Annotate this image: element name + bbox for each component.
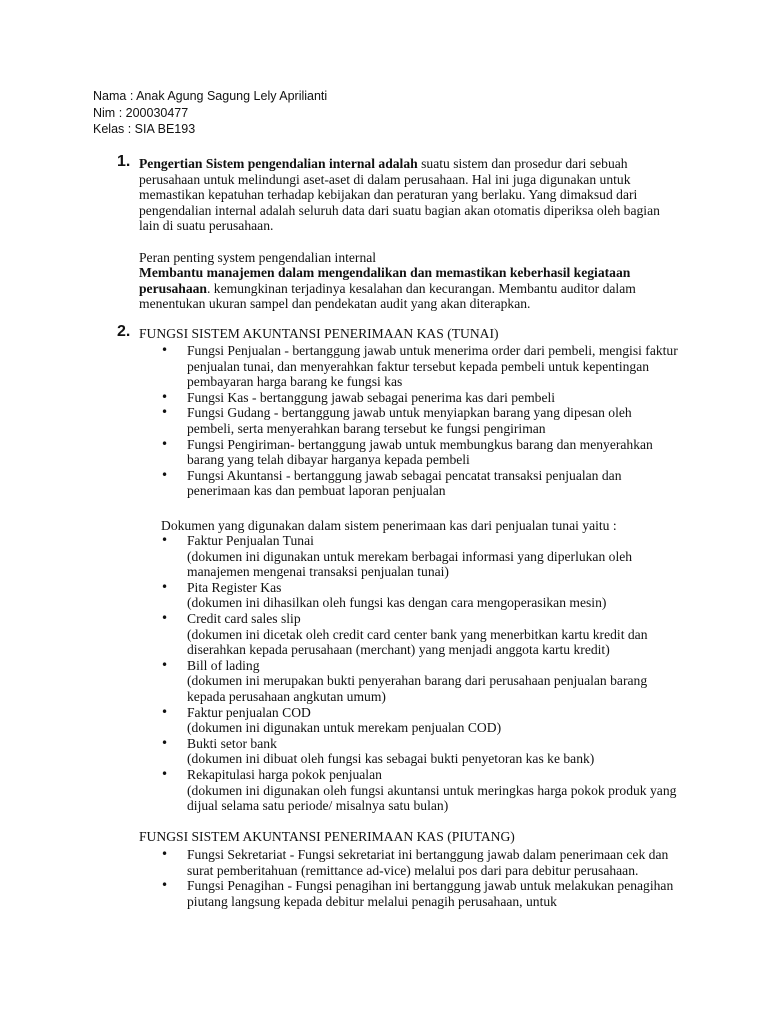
section-2-number: 2. xyxy=(117,323,131,340)
piutang-list-block xyxy=(158,847,678,909)
definition-lead: Pengertian Sistem pengendalian internal adalah xyxy=(139,156,418,171)
dokumen-item xyxy=(158,533,678,580)
dokumen-item xyxy=(158,658,678,705)
document-description: (dokumen ini digunakan untuk merekam berbagai informasi yang diperlukan oleh manajemen mengenai transaksi penjualan tunai) xyxy=(187,548,633,580)
document-name: Pita Register Kas xyxy=(187,579,282,595)
fungsi-tunai-item: • Fungsi Pengiriman- bertanggung jawab untuk membungkus barang dan menyerahkan barang yang telah dibayar harganya kepada pembeli xyxy=(158,437,678,468)
document-description: (dokumen ini digunakan untuk merekam penjualan COD) xyxy=(187,720,502,736)
fungsi-tunai-list-block xyxy=(158,343,678,499)
fungsi-tunai-item: • Fungsi Kas - bertanggung jawab sebagai penerima kas dari pembeli xyxy=(158,390,678,406)
piutang-title: FUNGSI SISTEM AKUNTANSI PENERIMAAN KAS (PIUTANG) xyxy=(139,829,515,844)
document-name: Bukti setor bank xyxy=(187,735,277,751)
document-description: (dokumen ini dibuat oleh fungsi kas sebagai bukti penyetoran kas ke bank) xyxy=(187,751,595,767)
fungsi-piutang-list xyxy=(158,847,678,909)
peran-lead: Membantu manajemen dalam mengendalikan dan memastikan keberhasil kegiataan perusahaan xyxy=(139,265,631,296)
document-name: Faktur penjualan COD xyxy=(187,704,311,720)
fungsi-tunai-item: • Fungsi Penjualan - bertanggung jawab untuk menerima order dari pembeli, mengisi faktur penjualan tunai, dan menyerahkan faktur tersebut kepada pembeli untuk kepentingan pembayaran harga barang ke fungsi kas xyxy=(158,343,678,390)
document-name: Rekapitulasi harga pokok penjualan xyxy=(187,766,382,782)
section-2-title: FUNGSI SISTEM AKUNTANSI PENERIMAAN KAS (TUNAI) xyxy=(139,326,499,341)
dokumen-list xyxy=(158,533,678,814)
section-1-body xyxy=(139,156,669,312)
peran-paragraph xyxy=(139,265,669,312)
document-description: (dokumen ini dicetak oleh credit card center bank yang menerbitkan kartu kredit dan diserahkan kepada perusahaan (merchant) yang menjadi anggota kartu kredit) xyxy=(187,626,648,658)
fungsi-piutang-item: • Fungsi Sekretariat - Fungsi sekretariat ini bertanggung jawab dalam penerimaan cek dan surat pemberitahuan (remittance ad-vice) melalui pos dari para debitur perusahaan. xyxy=(158,847,678,878)
document-description: (dokumen ini digunakan oleh fungsi akuntansi untuk meringkas harga pokok produk yang dijual selama satu periode/ misalnya satu bulan) xyxy=(187,782,677,814)
document-name: Credit card sales slip xyxy=(187,610,301,626)
dokumen-list-block xyxy=(158,533,678,814)
peran-text: . kemungkinan terjadinya kesalahan dan kecurangan. Membantu auditor dalam menentukan ukuran sampel dan pendekatan audit yang akan diterapkan. xyxy=(139,280,636,312)
student-header xyxy=(93,88,327,138)
fungsi-piutang-item: • Fungsi Penagihan - Fungsi penagihan ini bertanggung jawab untuk melakukan penagihan piutang langsung kepada debitur melalui penagih perusahaan, untuk xyxy=(158,878,678,909)
fungsi-tunai-list xyxy=(158,343,678,499)
section-1-number: 1. xyxy=(117,153,131,170)
fungsi-tunai-item: • Fungsi Akuntansi - bertanggung jawab sebagai pencatat transaksi penjualan dan penerimaan kas dan pembuat laporan penjualan xyxy=(158,468,678,499)
document-description: (dokumen ini merupakan bukti penyerahan barang dari perusahaan penjualan barang kepada perusahaan angkutan umum) xyxy=(187,673,648,704)
fungsi-tunai-item: • Fungsi Gudang - bertanggung jawab untuk menyiapkan barang yang dipesan oleh pembeli, serta menyerahkan barang tersebut ke fungsi pengiriman xyxy=(158,405,678,436)
dokumen-item xyxy=(158,736,678,767)
student-nim: Nim : 200030477 xyxy=(93,105,189,120)
dokumen-item xyxy=(158,705,678,736)
dokumen-item xyxy=(158,767,678,814)
student-name: Nama : Anak Agung Sagung Lely Aprilianti xyxy=(93,89,328,103)
definition-text: suatu sistem dan prosedur dari sebuah perusahaan untuk melindungi aset-aset di dalam perusahaan. Hal ini juga digunakan untuk memastikan kepatuhan terhadap kebijakan dan peraturan yang berlaku. Yang dimaksud dari pengendalian internal adalah seluruh data dari suatu bagian akan otomatis diperiksa oleh bagian lain di suatu perusahaan. xyxy=(139,156,660,234)
dokumen-intro: Dokumen yang digunakan dalam sistem penerimaan kas dari penjualan tunai yaitu : xyxy=(161,518,617,533)
dokumen-item xyxy=(158,611,678,658)
student-class: Kelas : SIA BE193 xyxy=(93,122,196,136)
document-description: (dokumen ini dihasilkan oleh fungsi kas dengan cara mengoperasikan mesin) xyxy=(187,595,607,611)
peran-heading: Peran penting system pengendalian internal xyxy=(139,249,377,265)
document-name: Faktur Penjualan Tunai xyxy=(187,533,314,548)
document-name: Bill of lading xyxy=(187,657,260,673)
dokumen-item xyxy=(158,580,678,611)
definition-paragraph xyxy=(139,156,669,234)
